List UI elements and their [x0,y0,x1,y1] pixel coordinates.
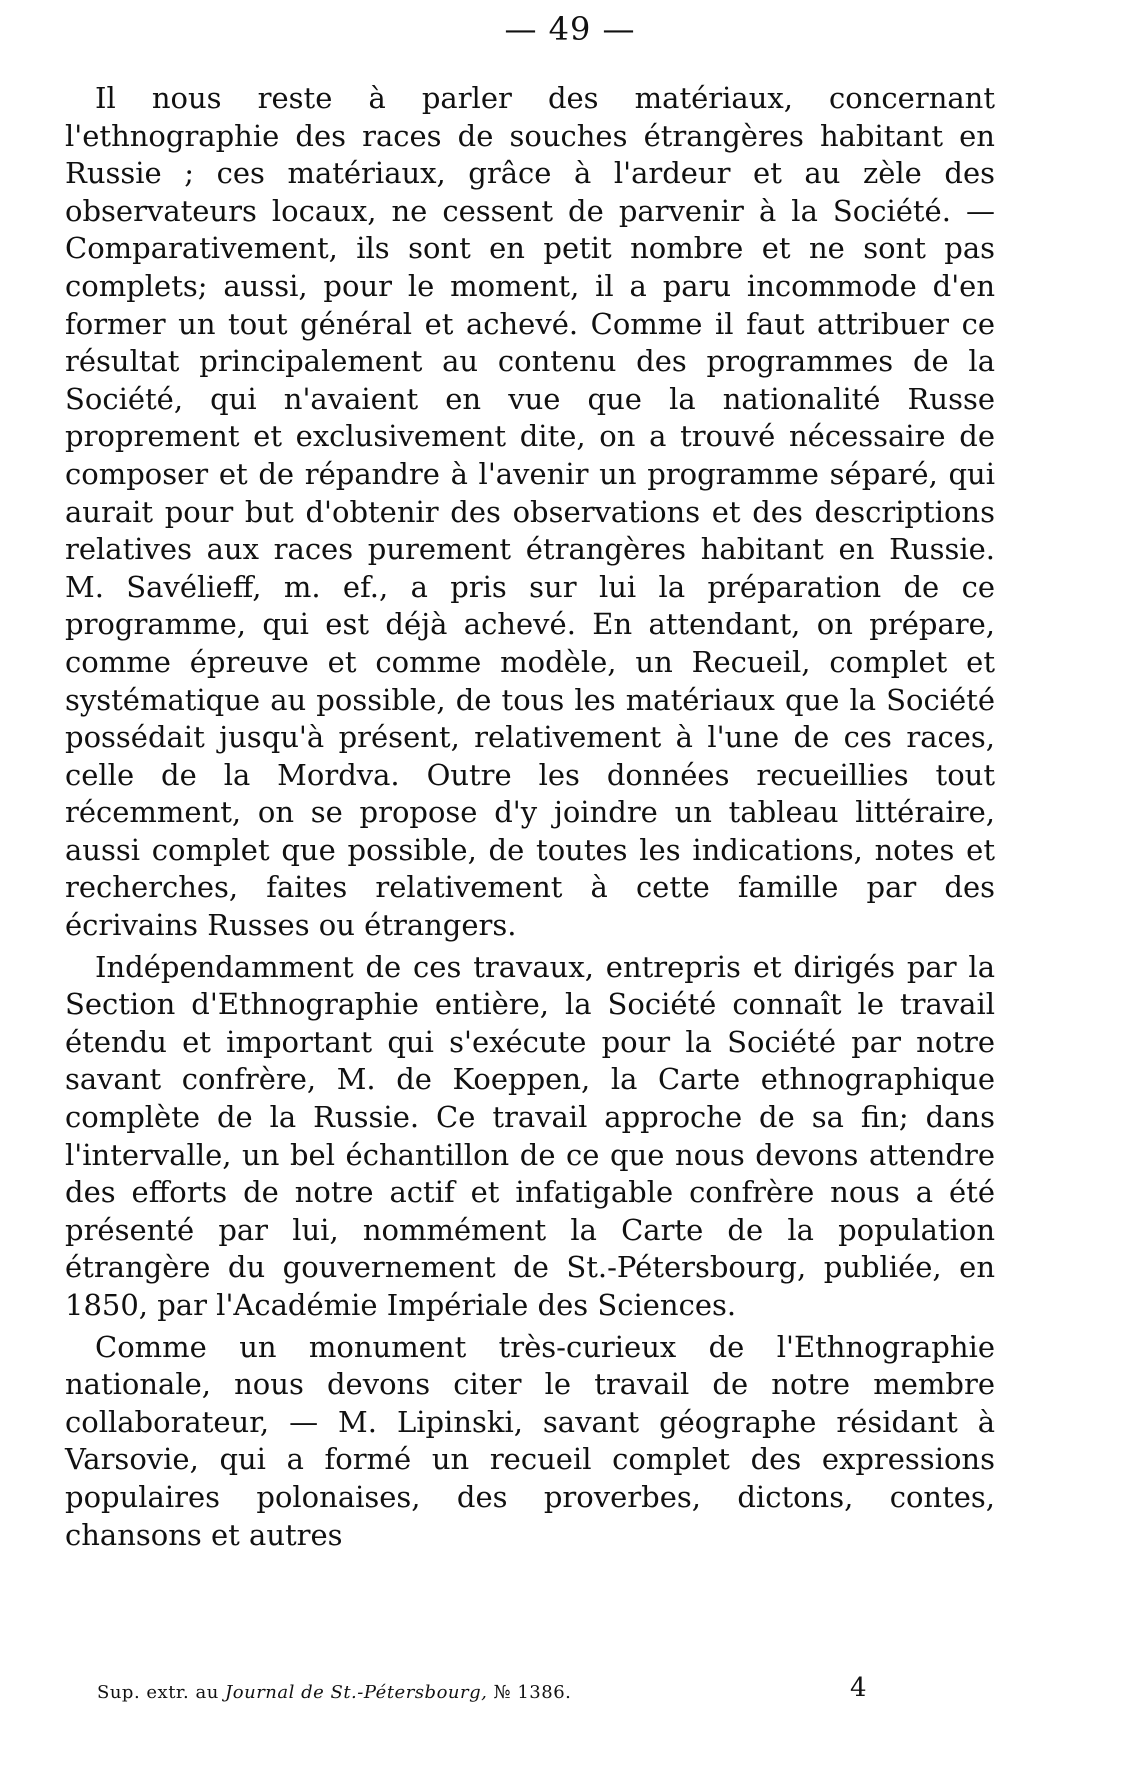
signature-mark: 4 [850,1673,867,1703]
footer-note [97,1682,877,1703]
footer-issue: № 1386. [493,1682,572,1703]
page-number: — 49 — [504,10,636,48]
paragraph: Comme un monument très-curieux de l'Ethnographie nationale, nous devons citer le travail de notre membre collaborateur, — M. Lipinski, savant géographe résidant à Varsovie, qui a formé un recueil complet des expressions populaires polonaises, des proverbes, dictons, contes, chansons et autres [65,1329,995,1552]
footer-prefix: Sup. extr. au [97,1682,226,1703]
paragraph: Il nous reste à parler des matériaux, concernant l'ethnographie des races de souches étrangères habitant en Russie ; ces matériaux, grâce à l'ardeur et au zèle des observateurs locaux, ne cessent de parvenir à la Société. — Comparativement, ils sont en petit nombre et ne sont pas complets; aussi, pour le moment, il a paru incommode d'en former un tout général et achevé. Comme il faut attribuer ce résultat principalement au contenu des programmes de la Société, qui n'avaient en vue que la nationalité Russe proprement et exclusivement dite, on a trouvé nécessaire de composer et de répandre à l'avenir un programme séparé, qui aurait pour but d'obtenir des observations et des descriptions relatives aux races purement étrangères habitant en Russie. M. Savélieff, m. ef., a pris sur lui la préparation de ce programme, qui est déjà achevé. En attendant, on prépare, comme épreuve et comme modèle, un Recueil, complet et systématique au possible, de tous les matériaux que la Société possédait jusqu'à présent, relativement à l'une de ces races, celle de la Mordva. Outre les données recueillies tout récemment, on se propose d'y joindre un tableau littéraire, aussi complet que possible, de toutes les indications, notes et recherches, faites relativement à cette famille par des écrivains Russes ou étrangers. [65,81,995,943]
footer-journal: Journal de St.-Pétersbourg, [225,1682,494,1703]
body-text [65,80,995,1558]
paragraph: Indépendamment de ces travaux, entrepris et dirigés par la Section d'Ethnographie entière, la Société connaît le travail étendu et important qui s'exécute pour la Société par notre savant confrère, M. de Koeppen, la Carte ethnographique complète de la Russie. Ce travail approche de sa fin; dans l'intervalle, un bel échantillon de ce que nous devons attendre des efforts de notre actif et infatigable confrère nous a été présenté par lui, nommément la Carte de la population étrangère du gouvernement de St.-Pétersbourg, publiée, en 1850, par l'Académie Impériale des Sciences. [65,949,995,1322]
